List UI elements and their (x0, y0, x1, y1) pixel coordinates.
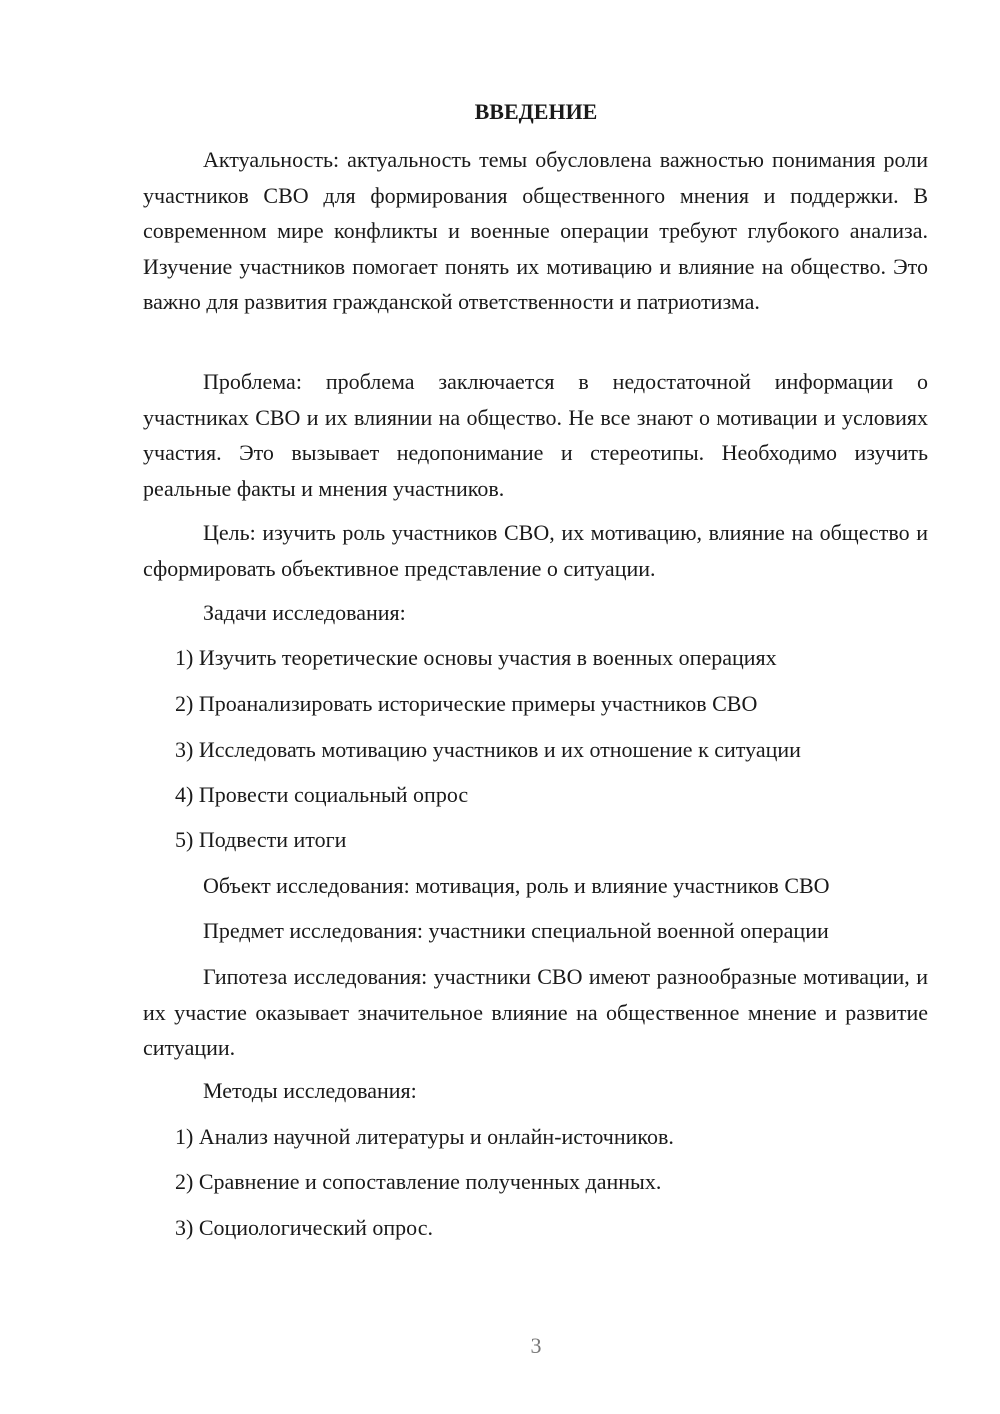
method-item-1: 1) Анализ научной литературы и онлайн-источников. (175, 1124, 674, 1149)
task-item-2: 2) Проанализировать исторические примеры участников СВО (175, 691, 758, 716)
methods-title: Методы исследования: (203, 1078, 417, 1103)
tasks-title: Задачи исследования: (203, 600, 406, 625)
task-item-5: 5) Подвести итоги (175, 827, 347, 852)
task-item-3: 3) Исследовать мотивацию участников и их отношение к ситуации (175, 737, 801, 762)
paragraph-relevance: Актуальность: актуальность темы обусловлена важностью понимания роли участников СВО для формирования общественного мнения и поддержки. В современном мире конфликты и военные операции требуют глубокого анализа. Изучение участников помогает понять их мотивацию и влияние на общество. Это важно для развития гражданской ответственности и патриотизма. (143, 147, 928, 314)
method-item-3: 3) Социологический опрос. (175, 1215, 433, 1240)
research-subject: Предмет исследования: участники специальной военной операции (203, 918, 829, 943)
page-title: ВВЕДЕНИЕ (474, 99, 598, 124)
method-item-2: 2) Сравнение и сопоставление полученных данных. (175, 1169, 662, 1194)
paragraph-goal: Цель: изучить роль участников СВО, их мотивацию, влияние на общество и сформировать объективное представление о ситуации. (143, 520, 928, 581)
task-item-1: 1) Изучить теоретические основы участия в военных операциях (175, 645, 777, 670)
task-item-4: 4) Провести социальный опрос (175, 782, 469, 807)
page-number: 3 (530, 1333, 542, 1358)
research-object: Объект исследования: мотивация, роль и влияние участников СВО (203, 873, 830, 898)
paragraph-hypothesis: Гипотеза исследования: участники СВО имеют разнообразные мотивации, и их участие оказывает значительное влияние на общественное мнение и развитие ситуации. (143, 964, 928, 1060)
paragraph-problem: Проблема: проблема заключается в недостаточной информации о участниках СВО и их влиянии на общество. Не все знают о мотивации и условиях участия. Это вызывает недопонимание и стереотипы. Необходимо изучить реальные факты и мнения участников. (143, 369, 928, 501)
